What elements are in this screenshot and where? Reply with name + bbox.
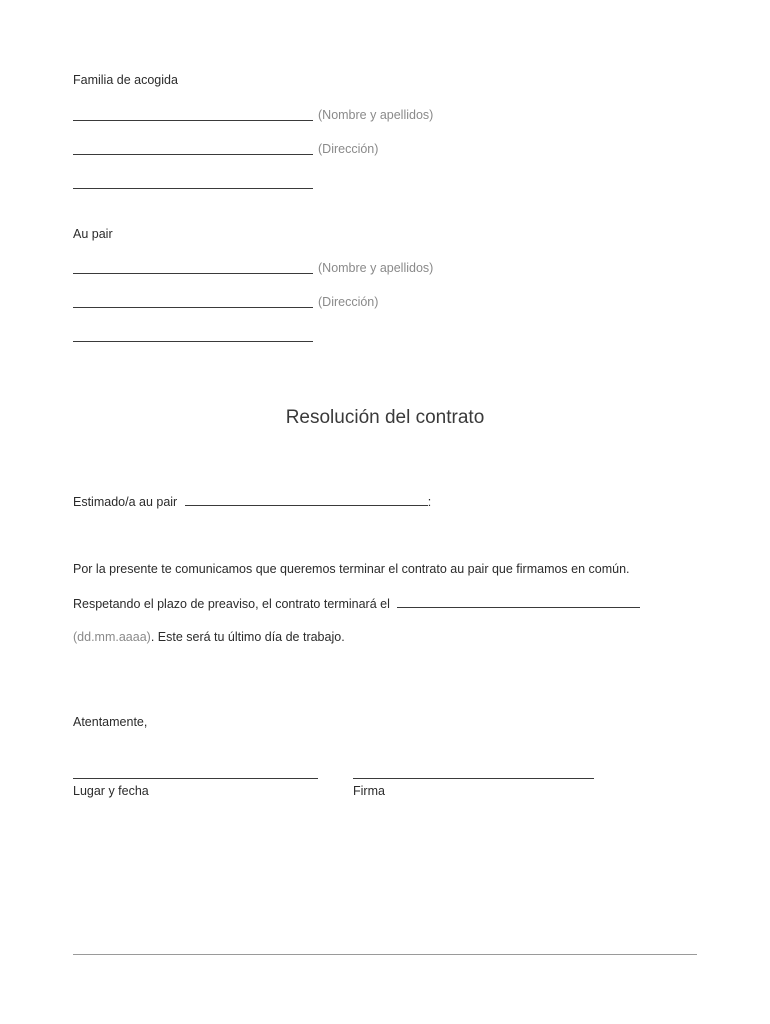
paragraph-termination: Por la presente te comunicamos que queremos terminar el contrato au pair que firmamos en común.	[73, 562, 630, 576]
host-family-address-hint: (Dirección)	[318, 142, 379, 156]
salutation-text: Estimado/a au pair	[73, 495, 178, 509]
au-pair-heading: Au pair	[73, 227, 113, 241]
host-family-name-line[interactable]	[73, 120, 313, 121]
paragraph-last-day	[73, 630, 345, 645]
salutation	[73, 494, 431, 510]
paragraph-notice-text: Respetando el plazo de preaviso, el contrato terminará el	[73, 597, 390, 611]
host-family-name-hint: (Nombre y apellidos)	[318, 108, 434, 122]
au-pair-name-field[interactable]	[185, 494, 428, 506]
place-date-line[interactable]	[73, 778, 318, 779]
paragraph-last-day-text: . Este será tu último día de trabajo.	[150, 630, 345, 644]
footer-divider	[73, 954, 697, 955]
signature-line[interactable]	[353, 778, 594, 779]
date-format-hint: (dd.mm.aaaa)	[73, 630, 151, 644]
end-date-field[interactable]	[397, 596, 640, 608]
au-pair-address-line[interactable]	[73, 307, 313, 308]
signature-label: Firma	[353, 784, 385, 798]
page-title: Resolución del contrato	[285, 407, 485, 428]
au-pair-name-hint: (Nombre y apellidos)	[318, 261, 434, 275]
au-pair-address-hint: (Dirección)	[318, 295, 379, 309]
au-pair-name-line[interactable]	[73, 273, 313, 274]
host-family-address-line-2[interactable]	[73, 188, 313, 189]
au-pair-address-line-2[interactable]	[73, 341, 313, 342]
paragraph-notice	[73, 596, 640, 612]
place-date-label: Lugar y fecha	[73, 784, 149, 798]
host-family-heading: Familia de acogida	[73, 73, 178, 87]
closing: Atentamente,	[73, 715, 148, 729]
host-family-address-line[interactable]	[73, 154, 313, 155]
salutation-colon: :	[427, 495, 432, 509]
